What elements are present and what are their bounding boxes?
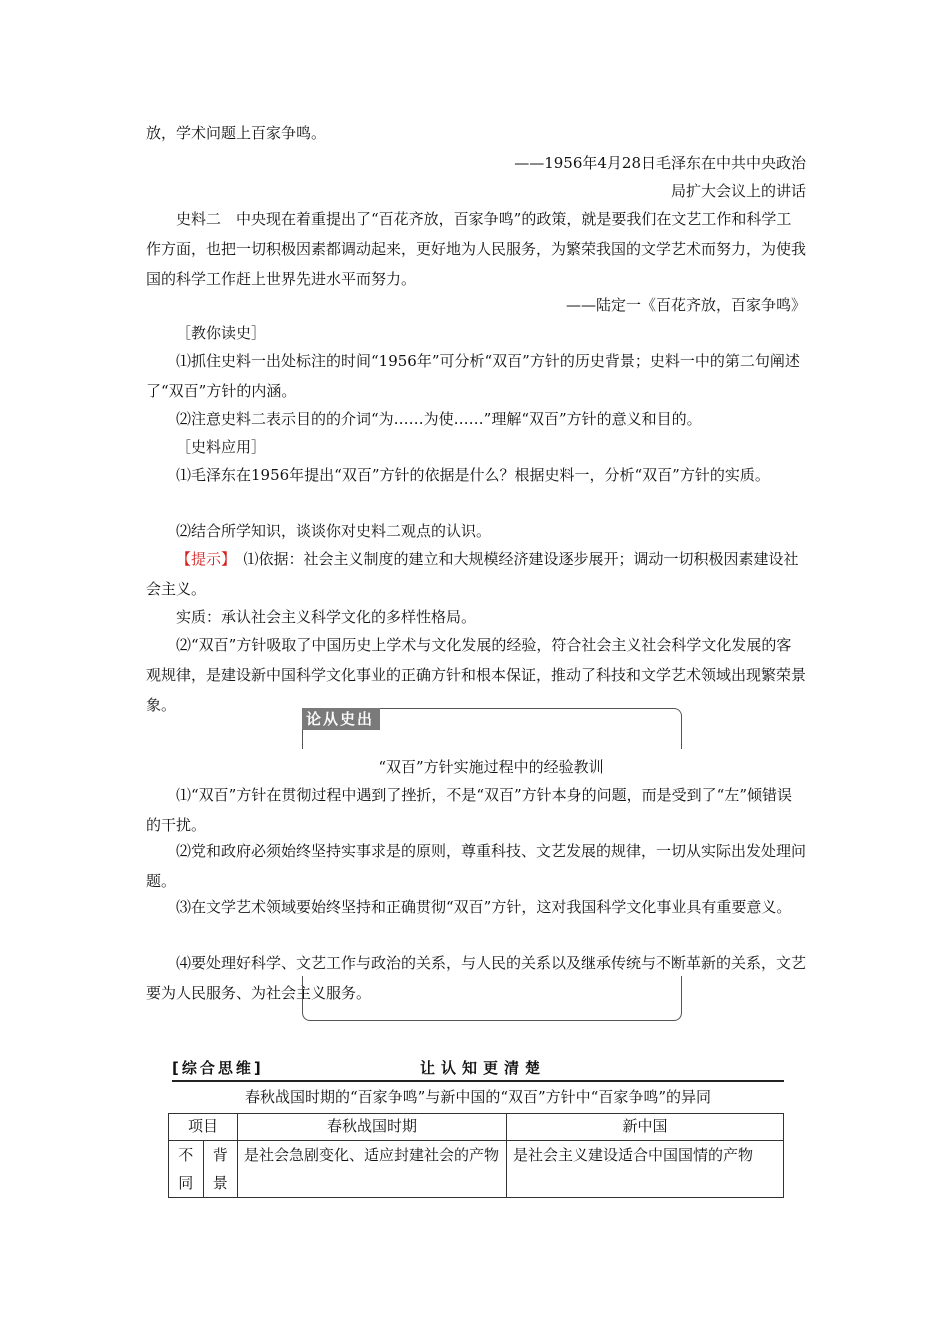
apply-question-2: ⑵结合所学知识，谈谈你对史料二观点的认识。: [176, 522, 492, 540]
lesson-2: ⑵党和政府必须始终坚持实事求是的原则，尊重科技、文艺发展的规律，一切从实际出发处理问题。: [146, 842, 807, 890]
table-cell-item: 背景: [203, 1141, 238, 1198]
callout-box-bottom: [302, 976, 682, 1021]
apply-heading: ［史料应用］: [176, 438, 267, 456]
table-header-spring-autumn: 春秋战国时期: [238, 1114, 507, 1141]
section-tag: [综合思维]: [172, 1059, 264, 1077]
read-point-2: ⑵注意史料二表示目的的介词“为……为使……”理解“双百”方针的意义和目的。: [176, 410, 702, 428]
section-header: [172, 1056, 784, 1082]
hint-essence: 实质：承认社会主义科学文化的多样性格局。: [176, 608, 477, 626]
table-cell-spring-autumn: 是社会急剧变化、适应封建社会的产物: [238, 1141, 507, 1198]
table-caption: 春秋战国时期的“百家争鸣”与新中国的“双百”方针中“百家争鸣”的异同: [244, 1088, 711, 1106]
hint-text-1: ⑴依据：社会主义制度的建立和大规模经济建设逐步展开；调动一切积极因素建设社会主义。: [146, 550, 799, 598]
top-fragment: 放，学术问题上百家争鸣。: [146, 124, 327, 142]
source1-line2: 局扩大会议上的讲话: [670, 182, 806, 200]
hint-answer-1: [146, 544, 806, 604]
hint-answer-2: ⑵“双百”方针吸取了中国历史上学术与文化发展的经验，符合社会主义社会科学文化发展的客观规律，是建设新中国科学文化事业的正确方针和根本保证，推动了科技和文学艺术领域出现繁荣景象。: [146, 636, 807, 714]
table-header-row: [169, 1114, 784, 1141]
table-cell-new-china: 是社会主义建设适合中国国情的产物: [507, 1141, 784, 1198]
source1-line1: ——1956年4月28日毛泽东在中共中央政治: [514, 154, 806, 172]
read-point-1: ⑴抓住史料一出处标注的时间“1956年”可分析“双百”方针的历史背景；史料一中的第二句阐述了“双百”方针的内涵。: [146, 352, 800, 400]
section-subtitle: 让认知更清楚: [420, 1059, 547, 1077]
lesson-3: ⑶在文学艺术领域要始终坚持和正确贯彻“双百”方针，这对我国科学文化事业具有重要意义。: [176, 898, 792, 916]
callout-tag: 论从史出: [302, 708, 380, 730]
callout-title: “双百”方针实施过程中的经验教训: [378, 758, 604, 776]
table-cell-group: 不同: [169, 1141, 204, 1198]
apply-question-1: ⑴毛泽东在1956年提出“双百”方针的依据是什么？根据史料一，分析“双百”方针的实质。: [176, 466, 770, 484]
source-2: ——陆定一《百花齐放，百家争鸣》: [565, 296, 806, 314]
comparison-table: [168, 1113, 784, 1198]
table-row: [169, 1141, 784, 1198]
material-2: 史料二 中央现在着重提出了“百花齐放，百家争鸣”的政策，就是要我们在文艺工作和科学工作方面，也把一切积极因素都调动起来，更好地为人民服务，为繁荣我国的文学艺术而努力，为使我国的科学工作赶上世界先进水平而努力。: [146, 210, 807, 288]
table-header-item: 项目: [169, 1114, 238, 1141]
table-header-new-china: 新中国: [507, 1114, 784, 1141]
read-heading: ［教你读史］: [176, 324, 267, 342]
lesson-1: ⑴“双百”方针在贯彻过程中遇到了挫折，不是“双百”方针本身的问题，而是受到了“左”倾错误的干扰。: [146, 786, 793, 834]
hint-label: 【提示】: [176, 550, 229, 568]
lesson-4: ⑷要处理好科学、文艺工作与政治的关系，与人民的关系以及继承传统与不断革新的关系，文艺要为人民服务、为社会主义服务。: [146, 954, 807, 1002]
